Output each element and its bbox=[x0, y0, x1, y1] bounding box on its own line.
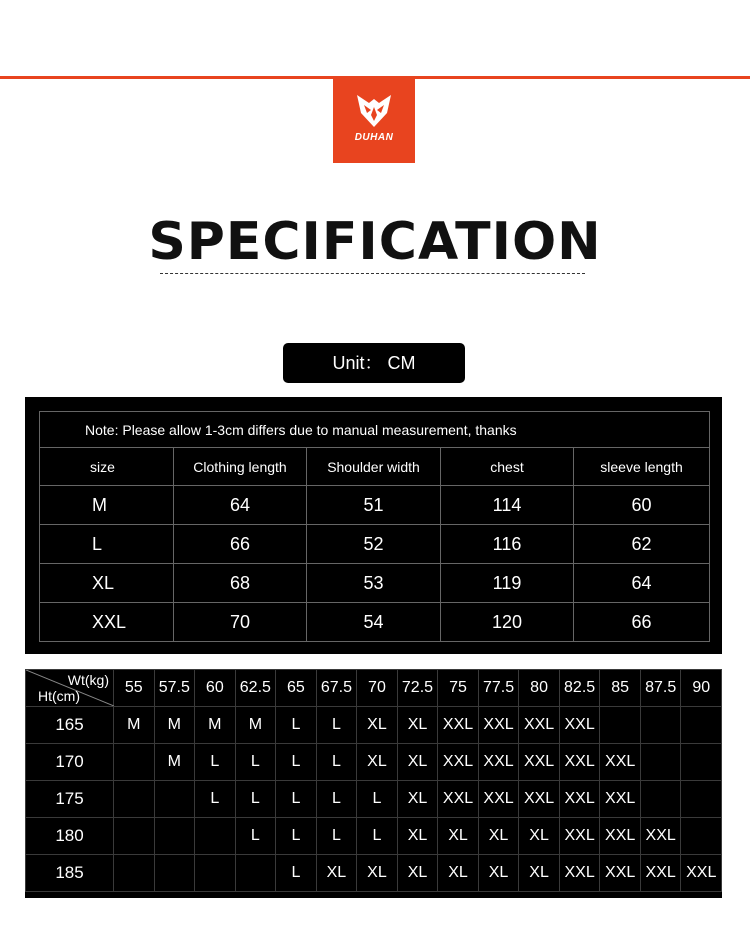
size-table bbox=[39, 411, 710, 642]
recommended-size-cell: XL bbox=[357, 855, 398, 892]
recommended-size-cell: XXL bbox=[519, 744, 560, 781]
measurement-cell: 120 bbox=[441, 603, 574, 642]
recommended-size-cell bbox=[681, 781, 722, 818]
fox-mask-icon bbox=[355, 93, 393, 129]
size-table-header bbox=[40, 448, 710, 486]
weight-cell: 65 bbox=[276, 670, 317, 707]
table-row bbox=[26, 855, 722, 892]
recommended-size-cell: XXL bbox=[640, 855, 681, 892]
size-cell: M bbox=[40, 486, 174, 525]
unit-badge: Unit： CM bbox=[283, 343, 465, 383]
recommended-size-cell: XL bbox=[357, 744, 398, 781]
measurement-cell: 51 bbox=[307, 486, 441, 525]
recommended-size-cell: M bbox=[114, 707, 155, 744]
height-cell: 170 bbox=[26, 744, 114, 781]
table-row bbox=[40, 525, 710, 564]
recommended-size-cell: XL bbox=[438, 855, 479, 892]
measurement-cell: 53 bbox=[307, 564, 441, 603]
recommended-size-cell: L bbox=[316, 744, 357, 781]
recommended-size-cell: XXL bbox=[478, 744, 519, 781]
recommended-size-cell: L bbox=[276, 781, 317, 818]
recommended-size-cell: XL bbox=[397, 744, 438, 781]
title-divider bbox=[160, 273, 585, 274]
height-cell: 185 bbox=[26, 855, 114, 892]
recommended-size-cell: XXL bbox=[559, 855, 600, 892]
recommended-size-cell: XL bbox=[519, 818, 560, 855]
size-cell: XL bbox=[40, 564, 174, 603]
weight-cell: 75 bbox=[438, 670, 479, 707]
recommended-size-cell: XL bbox=[478, 855, 519, 892]
recommended-size-cell: XXL bbox=[640, 818, 681, 855]
recommended-size-cell: XL bbox=[438, 818, 479, 855]
measurement-cell: 62 bbox=[574, 525, 710, 564]
measurement-cell: 114 bbox=[441, 486, 574, 525]
weight-axis-label: Wt(kg) bbox=[67, 672, 109, 688]
recommended-size-cell: L bbox=[276, 818, 317, 855]
recommended-size-cell: XXL bbox=[519, 781, 560, 818]
height-axis-label: Ht(cm) bbox=[38, 688, 80, 704]
brand-name: DUHAN bbox=[354, 132, 394, 143]
recommended-size-cell: XL bbox=[316, 855, 357, 892]
recommended-size-cell: L bbox=[195, 744, 236, 781]
measurement-cell: 119 bbox=[441, 564, 574, 603]
recommended-size-cell bbox=[114, 744, 155, 781]
recommended-size-cell bbox=[640, 781, 681, 818]
weight-cell: 90 bbox=[681, 670, 722, 707]
recommended-size-cell bbox=[154, 818, 195, 855]
weight-header-row bbox=[26, 670, 722, 707]
weight-cell: 82.5 bbox=[559, 670, 600, 707]
recommended-size-cell bbox=[681, 744, 722, 781]
weight-cell: 60 bbox=[195, 670, 236, 707]
recommended-size-cell: M bbox=[235, 707, 276, 744]
recommended-size-cell bbox=[154, 781, 195, 818]
size-cell: L bbox=[40, 525, 174, 564]
weight-cell: 67.5 bbox=[316, 670, 357, 707]
header-cell: size bbox=[40, 448, 174, 486]
recommended-size-cell bbox=[681, 818, 722, 855]
header-cell: Clothing length bbox=[174, 448, 307, 486]
recommended-size-cell: XXL bbox=[438, 744, 479, 781]
recommended-size-cell bbox=[114, 781, 155, 818]
recommended-size-cell bbox=[681, 707, 722, 744]
measurement-cell: 64 bbox=[174, 486, 307, 525]
weight-cell: 87.5 bbox=[640, 670, 681, 707]
measurement-cell: 52 bbox=[307, 525, 441, 564]
weight-cell: 85 bbox=[600, 670, 641, 707]
recommended-size-cell: XXL bbox=[600, 744, 641, 781]
weight-cell: 80 bbox=[519, 670, 560, 707]
fit-chart-panel bbox=[25, 669, 722, 898]
recommended-size-cell: XL bbox=[519, 855, 560, 892]
weight-cell: 77.5 bbox=[478, 670, 519, 707]
recommended-size-cell bbox=[640, 744, 681, 781]
recommended-size-cell: L bbox=[276, 855, 317, 892]
recommended-size-cell bbox=[154, 855, 195, 892]
recommended-size-cell: XXL bbox=[559, 744, 600, 781]
recommended-size-cell: L bbox=[316, 707, 357, 744]
recommended-size-cell bbox=[640, 707, 681, 744]
height-cell: 165 bbox=[26, 707, 114, 744]
weight-cell: 55 bbox=[114, 670, 155, 707]
fit-chart-table bbox=[25, 669, 722, 892]
recommended-size-cell: XXL bbox=[559, 707, 600, 744]
recommended-size-cell: XXL bbox=[478, 781, 519, 818]
recommended-size-cell bbox=[235, 855, 276, 892]
recommended-size-cell: L bbox=[235, 818, 276, 855]
measurement-note: Note: Please allow 1-3cm differs due to manual measurement, thanks bbox=[40, 412, 710, 448]
recommended-size-cell: XXL bbox=[600, 818, 641, 855]
measurement-cell: 60 bbox=[574, 486, 710, 525]
measurement-cell: 68 bbox=[174, 564, 307, 603]
table-row bbox=[26, 744, 722, 781]
recommended-size-cell: XL bbox=[397, 781, 438, 818]
recommended-size-cell bbox=[600, 707, 641, 744]
header-cell: Shoulder width bbox=[307, 448, 441, 486]
weight-cell: 70 bbox=[357, 670, 398, 707]
recommended-size-cell bbox=[114, 855, 155, 892]
height-cell: 175 bbox=[26, 781, 114, 818]
recommended-size-cell: XXL bbox=[478, 707, 519, 744]
header-cell: sleeve length bbox=[574, 448, 710, 486]
header-cell: chest bbox=[441, 448, 574, 486]
table-row bbox=[26, 781, 722, 818]
page-title: SPECIFICATION bbox=[148, 212, 602, 272]
recommended-size-cell: L bbox=[357, 818, 398, 855]
recommended-size-cell bbox=[195, 855, 236, 892]
table-row bbox=[26, 707, 722, 744]
recommended-size-cell bbox=[114, 818, 155, 855]
measurement-cell: 70 bbox=[174, 603, 307, 642]
duhan-logo bbox=[333, 79, 415, 163]
recommended-size-cell: XXL bbox=[438, 707, 479, 744]
table-row bbox=[40, 564, 710, 603]
recommended-size-cell: XXL bbox=[438, 781, 479, 818]
recommended-size-cell: M bbox=[154, 744, 195, 781]
recommended-size-cell: XXL bbox=[559, 781, 600, 818]
recommended-size-cell: L bbox=[195, 781, 236, 818]
weight-cell: 72.5 bbox=[397, 670, 438, 707]
recommended-size-cell: XXL bbox=[600, 855, 641, 892]
size-table-panel bbox=[25, 397, 722, 654]
recommended-size-cell: XXL bbox=[681, 855, 722, 892]
recommended-size-cell: XL bbox=[397, 707, 438, 744]
size-cell: XXL bbox=[40, 603, 174, 642]
recommended-size-cell: XL bbox=[397, 855, 438, 892]
weight-cell: 57.5 bbox=[154, 670, 195, 707]
weight-cell: 62.5 bbox=[235, 670, 276, 707]
table-row bbox=[40, 603, 710, 642]
recommended-size-cell bbox=[195, 818, 236, 855]
height-cell: 180 bbox=[26, 818, 114, 855]
recommended-size-cell: XL bbox=[357, 707, 398, 744]
measurement-cell: 66 bbox=[174, 525, 307, 564]
recommended-size-cell: L bbox=[276, 707, 317, 744]
measurement-cell: 116 bbox=[441, 525, 574, 564]
recommended-size-cell: XXL bbox=[519, 707, 560, 744]
recommended-size-cell: L bbox=[316, 781, 357, 818]
measurement-cell: 66 bbox=[574, 603, 710, 642]
table-row bbox=[26, 818, 722, 855]
recommended-size-cell: M bbox=[154, 707, 195, 744]
recommended-size-cell: L bbox=[357, 781, 398, 818]
recommended-size-cell: M bbox=[195, 707, 236, 744]
recommended-size-cell: XL bbox=[397, 818, 438, 855]
recommended-size-cell: XXL bbox=[559, 818, 600, 855]
recommended-size-cell: L bbox=[235, 781, 276, 818]
corner-cell bbox=[26, 670, 114, 707]
recommended-size-cell: XXL bbox=[600, 781, 641, 818]
recommended-size-cell: L bbox=[276, 744, 317, 781]
recommended-size-cell: L bbox=[316, 818, 357, 855]
measurement-cell: 64 bbox=[574, 564, 710, 603]
recommended-size-cell: XL bbox=[478, 818, 519, 855]
table-row bbox=[40, 486, 710, 525]
measurement-cell: 54 bbox=[307, 603, 441, 642]
recommended-size-cell: L bbox=[235, 744, 276, 781]
